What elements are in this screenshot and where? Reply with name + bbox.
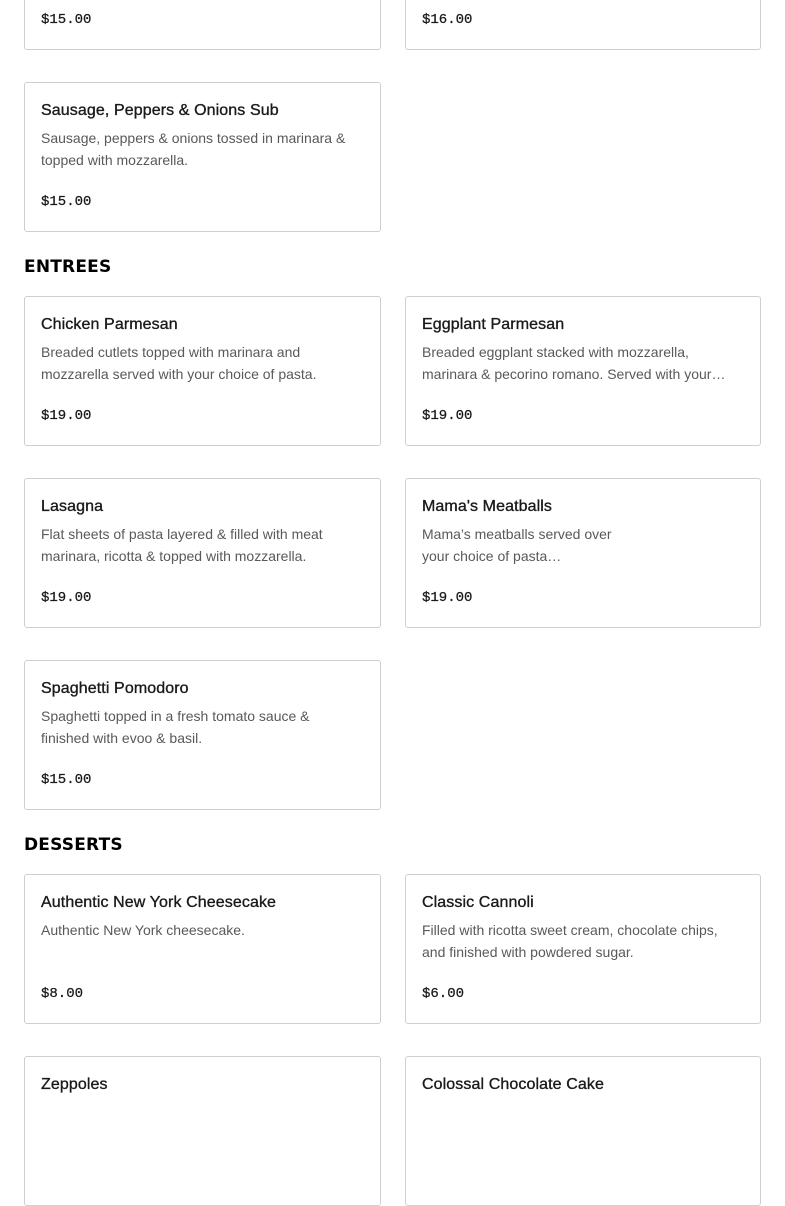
menu-item-card[interactable] (405, 478, 761, 628)
item-price: $15.00 (41, 12, 92, 28)
item-description: Flat sheets of pasta layered & filled with meat marinara, ricotta & topped with mozzarella. (41, 526, 323, 564)
item-name: Eggplant Parmesan (422, 316, 565, 333)
item-description: Breaded cutlets topped with marinara and mozzarella served with your choice of pasta. (41, 344, 317, 382)
item-price: $15.00 (41, 772, 92, 788)
item-price: $8.00 (41, 986, 84, 1002)
item-description: Mama’s meatballs served over your choice of pasta… (422, 526, 612, 564)
item-price: $19.00 (41, 408, 92, 424)
item-name: Lasagna (41, 498, 104, 515)
menu-item-card[interactable] (405, 296, 761, 446)
item-name: Spaghetti Pomodoro (41, 680, 189, 697)
item-name: Authentic New York Cheesecake (41, 894, 277, 911)
item-description: Authentic New York cheesecake. (41, 922, 245, 938)
item-price: $19.00 (422, 408, 473, 424)
item-price: $16.00 (422, 12, 473, 28)
menu-item-card[interactable] (405, 874, 761, 1024)
item-price: $19.00 (422, 590, 473, 606)
section-title-desserts: DESSERTS (24, 835, 123, 855)
item-name: Colossal Chocolate Cake (422, 1076, 604, 1093)
item-description: Filled with ricotta sweet cream, chocolate chips, and finished with powdered sugar. (422, 922, 718, 960)
item-price: $15.00 (41, 194, 92, 210)
menu-item-card[interactable] (24, 478, 381, 628)
item-name: Zeppoles (41, 1076, 108, 1093)
item-description: Spaghetti topped in a fresh tomato sauce & finished with evoo & basil. (41, 708, 310, 746)
item-description: Breaded eggplant stacked with mozzarella, marinara & pecorino romano. Served with your… (422, 344, 726, 382)
item-description: Sausage, peppers & onions tossed in marinara & topped with mozzarella. (41, 130, 346, 168)
section-title-entrees: ENTREES (24, 257, 112, 277)
item-price: $6.00 (422, 986, 465, 1002)
item-price: $19.00 (41, 590, 92, 606)
menu-item-card[interactable] (24, 1056, 381, 1206)
menu-item-card[interactable] (24, 874, 381, 1024)
menu-item-card[interactable] (24, 0, 381, 50)
menu-item-card[interactable] (405, 0, 761, 50)
menu-item-card[interactable] (24, 82, 381, 232)
item-name: Sausage, Peppers & Onions Sub (41, 102, 279, 119)
menu-item-card[interactable] (405, 1056, 761, 1206)
item-name: Classic Cannoli (422, 894, 534, 911)
item-name: Mama's Meatballs (422, 498, 553, 515)
item-name: Chicken Parmesan (41, 316, 178, 333)
menu-item-card[interactable] (24, 660, 381, 810)
menu-item-card[interactable] (24, 296, 381, 446)
